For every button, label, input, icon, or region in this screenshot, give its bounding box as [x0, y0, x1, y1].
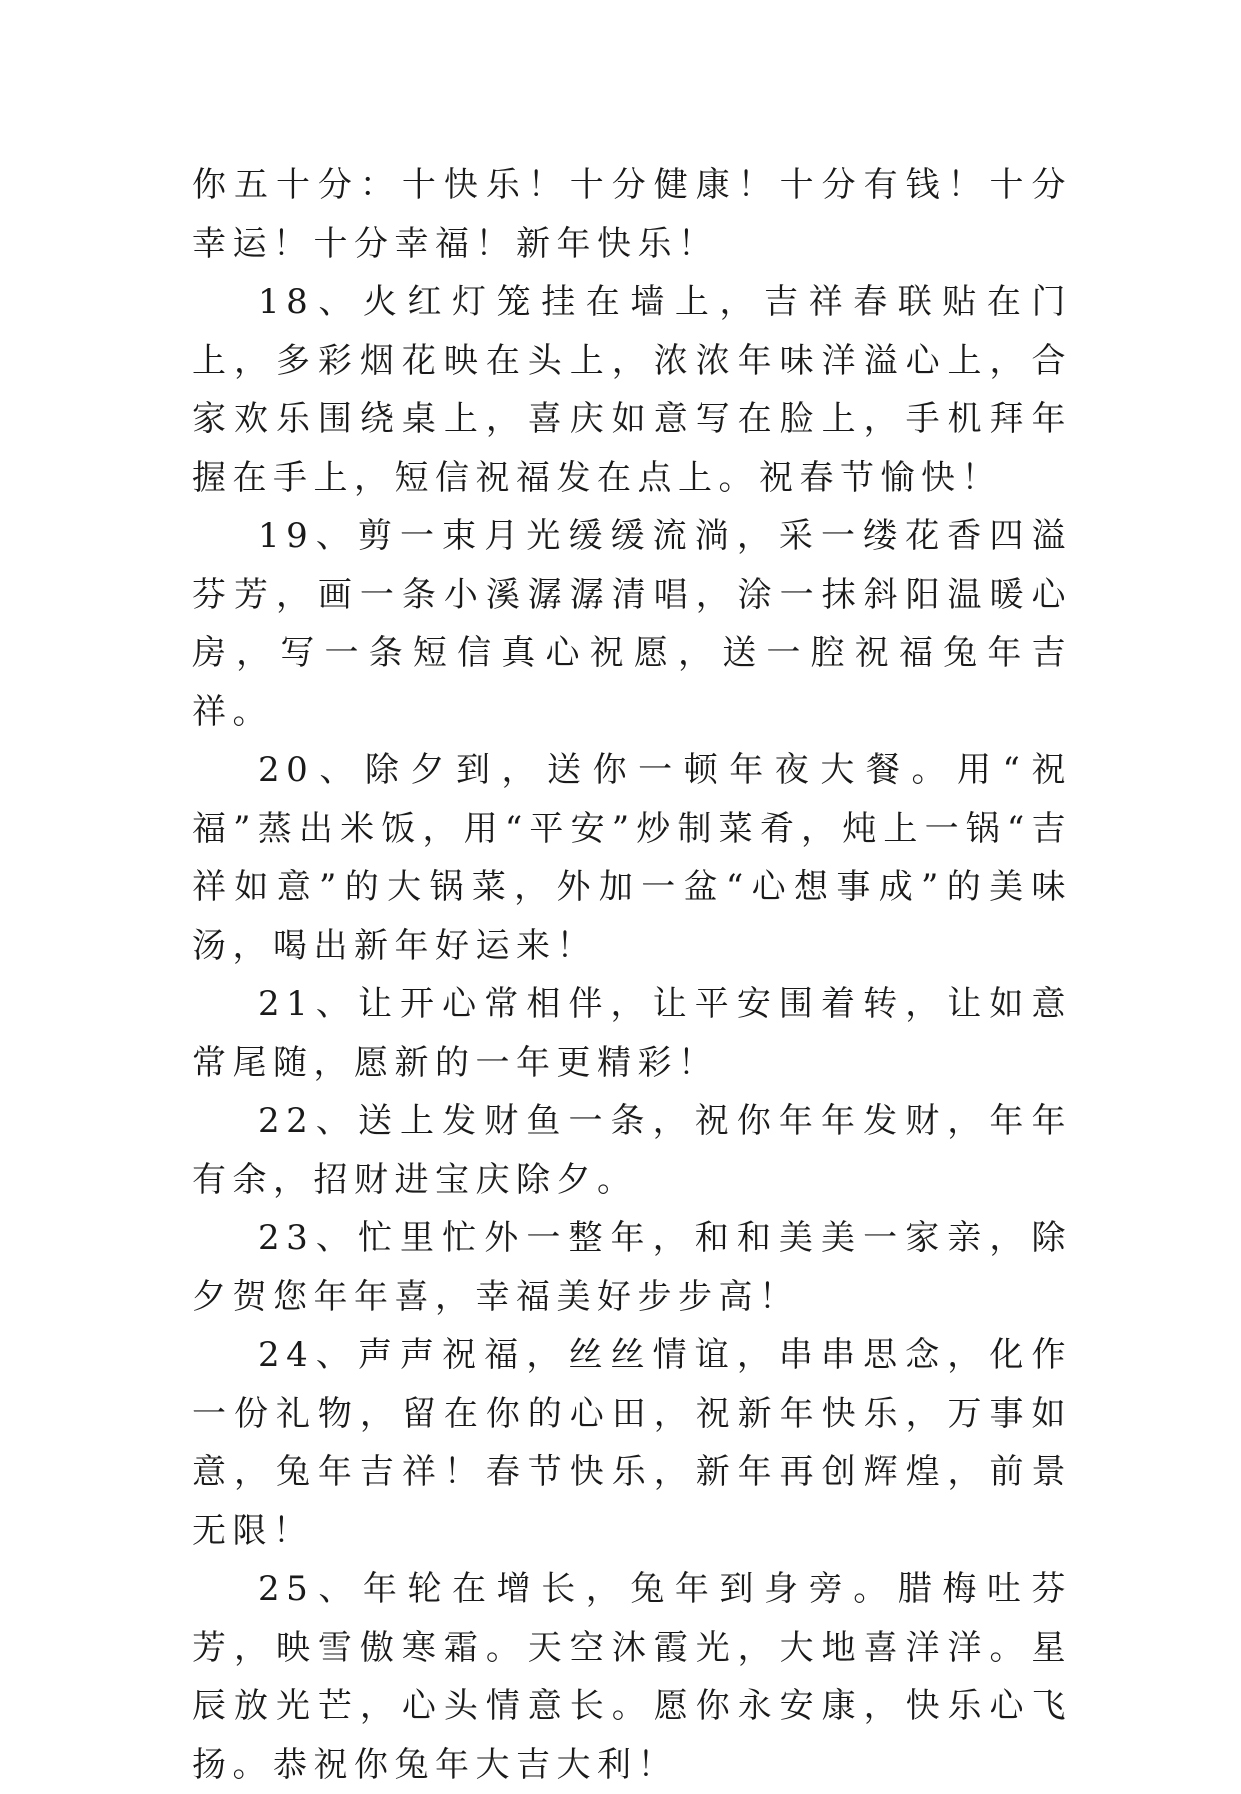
- paragraph-continued: 你五十分：十快乐！十分健康！十分有钱！十分幸运！十分幸福！新年快乐！: [192, 165, 1072, 264]
- paragraph-25: 25、年轮在增长，兔年到身旁。腊梅吐芬芳，映雪傲寒霜。天空沐霞光，大地喜洋洋。星辰放光芒，心头情意长。愿你永安康，快乐心飞扬。恭祝你兔年大吉大利！: [192, 1569, 1072, 1785]
- paragraph-24: 24、声声祝福，丝丝情谊，串串思念，化作一份礼物，留在你的心田，祝新年快乐，万事如意，兔年吉祥！春节快乐，新年再创辉煌，前景无限！: [192, 1335, 1072, 1551]
- paragraph-23: 23、忙里忙外一整年，和和美美一家亲，除夕贺您年年喜，幸福美好步步高！: [192, 1218, 1072, 1317]
- document-body: [192, 156, 1072, 1794]
- paragraph-22: 22、送上发财鱼一条，祝你年年发财，年年有余，招财进宝庆除夕。: [192, 1101, 1072, 1200]
- paragraph-21: 21、让开心常相伴，让平安围着转，让如意常尾随，愿新的一年更精彩！: [192, 984, 1072, 1083]
- paragraph-19: 19、剪一束月光缓缓流淌，采一缕花香四溢芬芳，画一条小溪潺潺清唱，涂一抹斜阳温暖心房，写一条短信真心祝愿，送一腔祝福兔年吉祥。: [192, 516, 1072, 732]
- paragraph-18: 18、火红灯笼挂在墙上，吉祥春联贴在门上，多彩烟花映在头上，浓浓年味洋溢心上，合家欢乐围绕桌上，喜庆如意写在脸上，手机拜年握在手上，短信祝福发在点上。祝春节愉快！: [192, 282, 1072, 498]
- paragraph-20: 20、除夕到，送你一顿年夜大餐。用“祝福”蒸出米饭，用“平安”炒制菜肴，炖上一锅“吉祥如意”的大锅菜，外加一盆“心想事成”的美味汤，喝出新年好运来！: [192, 750, 1072, 966]
